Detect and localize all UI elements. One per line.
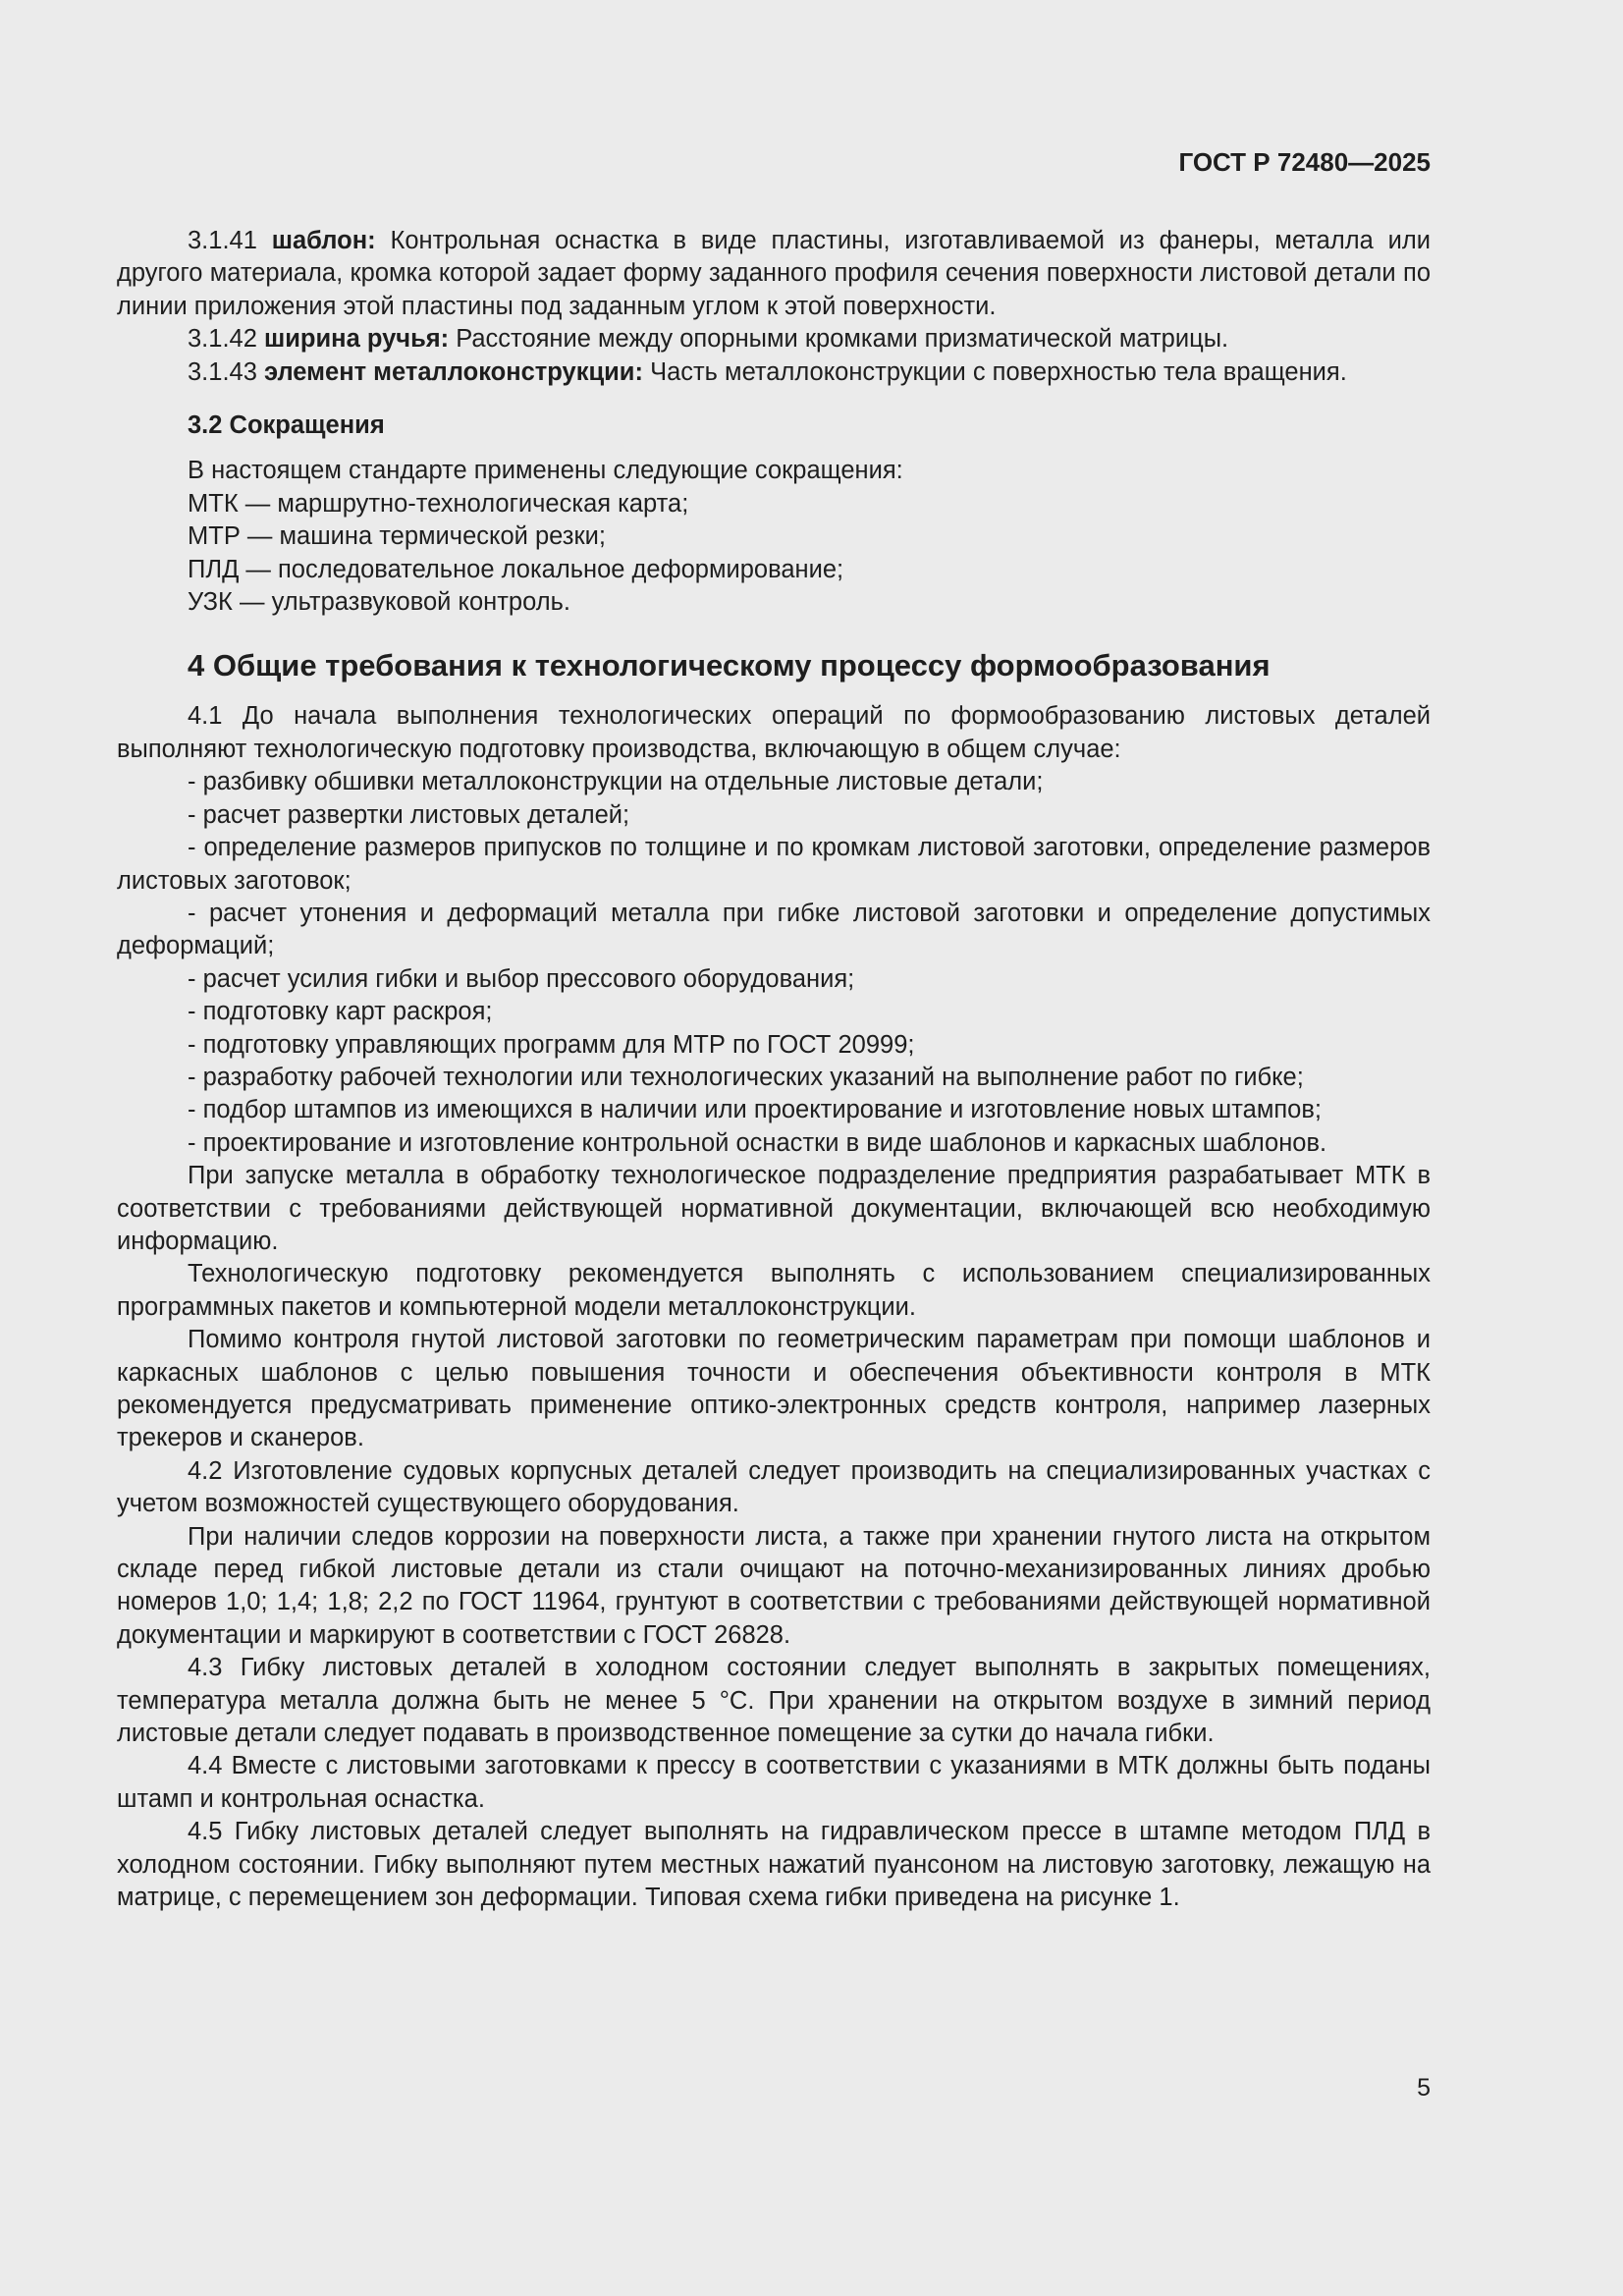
term-name: ширина ручья: — [264, 325, 450, 354]
term-3-1-42 — [117, 323, 1431, 355]
list-item: - подготовку управляющих программ для МТР по ГОСТ 20999; — [188, 1030, 915, 1059]
paragraph-4-2: 4.2 Изготовление судовых корпусных деталей следует производить на специализированных участках с учетом возможностей существующего оборудования. — [117, 1456, 1431, 1518]
abbreviations-heading: 3.2 Сокращения — [188, 411, 385, 440]
term-number: 3.1.43 — [188, 357, 257, 386]
term-3-1-43 — [117, 356, 1431, 389]
list-item: - подбор штампов из имеющихся в наличии или проектирование и изготовление новых штампов; — [188, 1096, 1322, 1124]
term-definition: Контрольная оснастка в виде пластины, изготавливаемой из фанеры, металла или другого материала, кромка которой задает форму заданного профиля сечения поверхности листовой детали по линии приложения этой пластины под заданным углом к этой поверхности. — [117, 227, 1432, 320]
list-item: - определение размеров припусков по толщине и по кромкам листовой заготовки, определение размеров листовых заготовок; — [117, 834, 1431, 895]
abbreviation-item: МТК — маршрутно-технологическая карта; — [188, 489, 689, 518]
list-item: - расчет усилия гибки и выбор прессового оборудования; — [188, 964, 855, 993]
term-definition: Часть металлоконструкции с поверхностью тела вращения. — [642, 357, 1347, 386]
term-3-1-41 — [117, 225, 1431, 323]
term-number: 3.1.41 — [188, 227, 257, 254]
term-definition: Расстояние между опорными кромками призматической матрицы. — [449, 325, 1229, 354]
paragraph-4-3: 4.3 Гибку листовых деталей в холодном состоянии следует выполнять в закрытых помещениях, температура металла должна быть не менее 5 °С. При хранении на открытом воздухе в зимний период листовые детали следует подавать в производственное помещение за сутки до начала гибки. — [117, 1654, 1431, 1748]
abbreviation-item: МТР — машина термической резки; — [188, 522, 606, 551]
list-item: - расчет утонения и деформаций металла при гибке листовой заготовки и определение допустимых деформаций; — [117, 899, 1431, 960]
abbreviation-item: ПЛД — последовательное локальное деформирование; — [188, 555, 844, 583]
paragraph: Помимо контроля гнутой листовой заготовки по геометрическим параметрам при помощи шаблонов и каркасных шаблонов с целью повышения точности и обеспечения объективности контроля в МТК рекомендуется предусматривать применение оптико-электронных средств контроля, например лазерных трекеров и сканеров. — [117, 1326, 1431, 1452]
term-number: 3.1.42 — [188, 325, 257, 354]
term-name: элемент металлоконструкции: — [264, 357, 643, 386]
abbreviations-intro: В настоящем стандарте применены следующие сокращения: — [188, 457, 903, 485]
abbreviation-item: УЗК — ультразвуковой контроль. — [188, 588, 570, 617]
term-name: шаблон: — [271, 227, 376, 254]
list-item: - проектирование и изготовление контрольной оснастки в виде шаблонов и каркасных шаблонов. — [188, 1128, 1327, 1157]
section-4-heading: 4 Общие требования к технологическому процессу формообразования — [188, 648, 1271, 683]
paragraph: При запуске металла в обработку технологическое подразделение предприятия разрабатывает МТК в соответствии с требованиями действующей нормативной документации, включающей всю необходимую информацию. — [117, 1162, 1431, 1255]
paragraph: При наличии следов коррозии на поверхности листа, а также при хранении гнутого листа на открытом складе перед гибкой листовые детали из стали очищают на поточно-механизированных линиях дробью номеров 1,0; 1,4; 1,8; 2,2 по ГОСТ 11964, грунтуют в соответствии с требованиями действующей нормативной документации и маркируют в соответствии с ГОСТ 26828. — [117, 1522, 1431, 1649]
page-number: 5 — [1417, 2074, 1431, 2102]
document-body — [117, 225, 1431, 1915]
paragraph-4-5: 4.5 Гибку листовых деталей следует выполнять на гидравлическом прессе в штампе методом ПЛД в холодном состоянии. Гибку выполняют путем местных нажатий пуансоном на листовую заготовку, лежащую на матрице, с перемещением зон деформации. Типовая схема гибки приведена на рисунке 1. — [117, 1818, 1431, 1912]
list-item: - расчет развертки листовых деталей; — [188, 800, 630, 829]
paragraph-4-4: 4.4 Вместе с листовыми заготовками к прессу в соответствии с указаниями в МТК должны быть поданы штамп и контрольная оснастка. — [117, 1752, 1431, 1813]
document-header: ГОСТ Р 72480—2025 — [1178, 147, 1431, 177]
list-item: - разбивку обшивки металлоконструкции на отдельные листовые детали; — [188, 768, 1044, 796]
paragraph: Технологическую подготовку рекомендуется выполнять с использованием специализированных программных пакетов и компьютерной модели металлоконструкции. — [117, 1260, 1431, 1321]
paragraph-4-1: 4.1 До начала выполнения технологических операций по формообразованию листовых деталей выполняют технологическую подготовку производства, включающую в общем случае: — [117, 702, 1431, 763]
list-item: - подготовку карт раскроя; — [188, 998, 493, 1026]
list-item: - разработку рабочей технологии или технологических указаний на выполнение работ по гибке; — [188, 1063, 1304, 1091]
